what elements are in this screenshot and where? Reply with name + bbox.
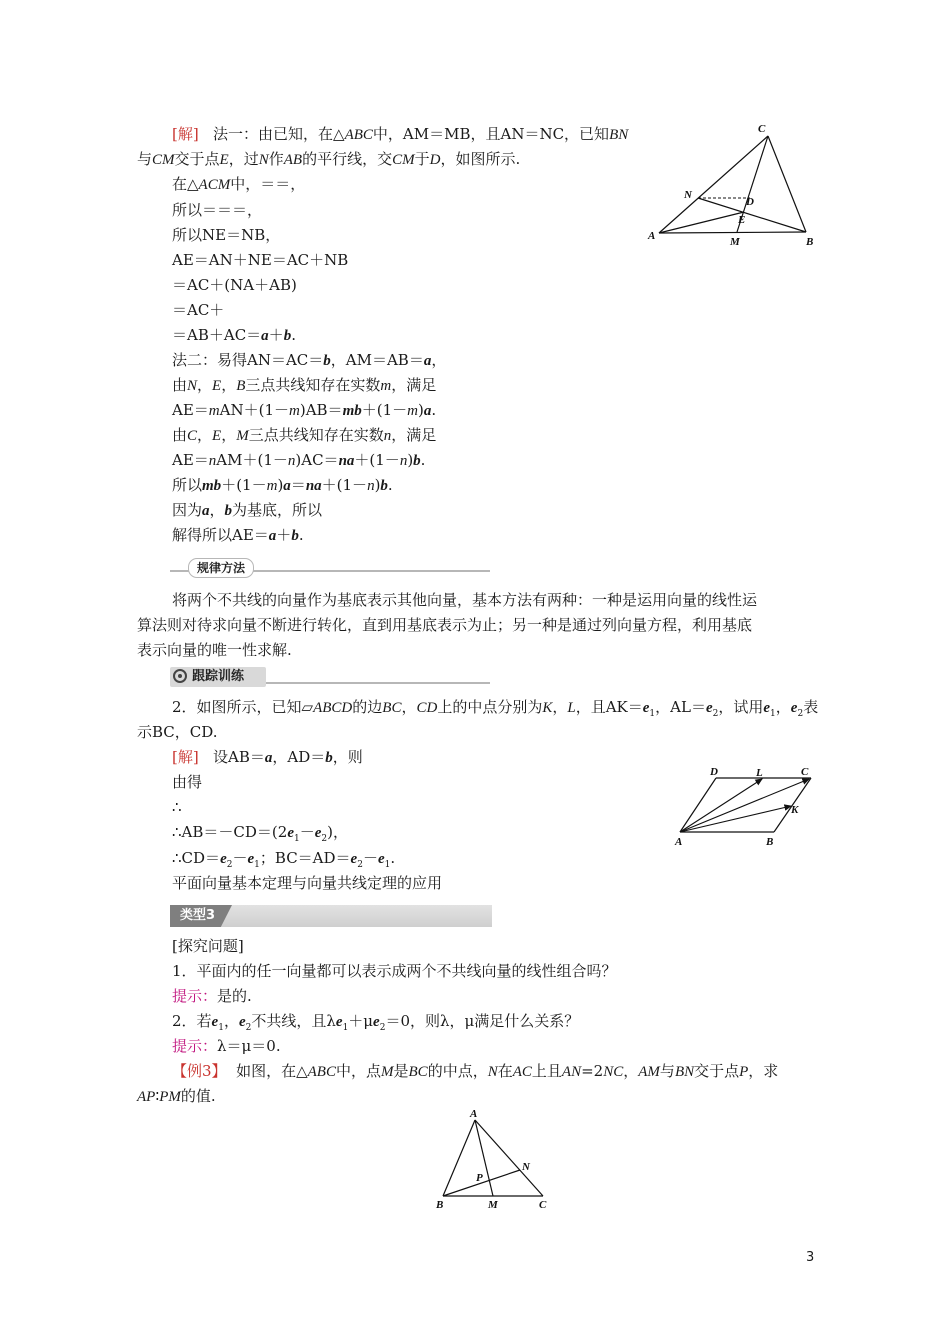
solution-line-10: 法二：易得AN＝AC＝b，AM＝AB＝a， [172, 351, 447, 369]
fig1-side-ac [659, 136, 768, 233]
fig3-side-ab [443, 1120, 475, 1196]
figure-triangle-abc [640, 120, 825, 250]
fig3-label-p: P [476, 1172, 483, 1184]
hint-label-1: 提示： [172, 987, 218, 1005]
q2-line-1: 2．如图所示，已知▱ABCD的边BC，CD上的中点分别为K，L，且$AK=e_1$，$AL=e_2$，试用$e_1$，$e_2$表 [172, 698, 819, 719]
example-3-line-1: 【例3】 如图，在△ABC中，点M是BC的中点，N在AC上且AN=2NC，AM与BN交于点P，求 [172, 1062, 779, 1080]
figure-triangle-example-3 [430, 1108, 555, 1213]
track-badge: 跟踪训练 [170, 667, 490, 687]
fig2-label-k: K [791, 804, 799, 816]
fig3-label-b: B [436, 1199, 444, 1211]
solution-line-5: 所以NE＝NB， [172, 226, 281, 244]
fig2-vector-ac [680, 779, 809, 832]
solution-tag: [解] [172, 125, 199, 143]
fig2-side-ad [680, 778, 716, 832]
fig3-label-n: N [522, 1161, 530, 1173]
q2-solution-tag: [解] [172, 748, 199, 766]
solution-line-17: 解得所以AE＝a＋b. [172, 526, 304, 544]
fig1-label-n: N [684, 189, 692, 201]
explore-heading: [探究问题] [172, 937, 244, 955]
fig1-segment-ae [659, 212, 744, 233]
explore-hint-2: 提示：λ＝μ＝0. [172, 1037, 281, 1055]
fig1-side-ab [659, 232, 806, 233]
solution-line-15: 所以mb＋(1－m)a＝na＋(1－n)b. [172, 476, 393, 494]
fig3-label-m: M [488, 1199, 498, 1211]
fig3-label-a: A [470, 1108, 478, 1120]
fig1-label-c: C [758, 123, 766, 135]
fig2-label-d: D [710, 766, 718, 778]
q2-line-7: $\therefore CD=e_2-e_1$；$BC=AD=e_2-e_1$. [172, 849, 396, 870]
fig1-label-d: D [746, 196, 754, 208]
solution-line-4: 所以＝＝＝， [172, 201, 263, 219]
q2-line-5: ∴ [172, 798, 182, 816]
fig1-label-e: E [738, 214, 746, 226]
hint-label-2: 提示： [172, 1037, 218, 1055]
solution-line-2: 与CM交于点E，过N作AB的平行线，交CM于D，如图所示. [137, 150, 521, 168]
fig2-vector-al [680, 779, 762, 832]
solution-line-13: 由C，E，M三点共线知存在实数n，满足 [172, 426, 437, 444]
target-icon [173, 669, 187, 683]
method-badge: 规律方法 [170, 557, 490, 577]
q2-line-6: $\therefore AB=-CD=(2e_1-e_2)$， [172, 823, 348, 844]
solution-line-16: 因为a，b为基底，所以 [172, 501, 323, 519]
solution-line-1: [解] 法一：由已知，在△ABC中，AM＝MB，且AN＝NC，已知BN [172, 125, 629, 143]
method-paragraph-line-3: 表示向量的唯一性求解. [137, 641, 292, 659]
fig1-side-bc [768, 136, 806, 232]
q2-line-8: 平面向量基本定理与向量共线定理的应用 [172, 874, 443, 892]
figure-parallelogram-abcd [670, 765, 820, 850]
fig3-label-c: C [539, 1199, 547, 1211]
solution-line-12: AE＝mAN＋(1－m)AB＝mb＋(1－m)a. [172, 401, 437, 419]
solution-line-14: AE＝nAM＋(1－n)AC＝na＋(1－n)b. [172, 451, 426, 469]
explore-question-2: 2．若$e_1$，$e_2$不共线，且$\lambda e_1+\mu e_2=0$，则λ，μ满足什么关系？ [172, 1012, 580, 1033]
fig3-side-ac [475, 1120, 543, 1196]
type3-bar: 类型3 [170, 905, 492, 927]
q2-line-4: 由得 [172, 773, 203, 791]
q2-line-3: [解] 设AB＝a，AD＝b，则 [172, 748, 363, 766]
fig1-label-m: M [730, 236, 740, 248]
fig1-label-b: B [806, 236, 814, 248]
fig2-label-c: C [801, 766, 809, 778]
solution-line-8: ＝AC＋ [172, 301, 225, 319]
fig2-label-b: B [766, 836, 774, 848]
page-number: 3 [806, 1250, 815, 1265]
solution-line-7: ＝AC＋(NA＋AB) [172, 276, 297, 294]
fig2-label-a: A [675, 836, 683, 848]
solution-line-11: 由N，E，B三点共线知存在实数m，满足 [172, 376, 437, 394]
explore-question-1: 1．平面内的任一向量都可以表示成两个不共线向量的线性组合吗？ [172, 962, 617, 980]
example-3-label: 【例3】 [172, 1062, 227, 1080]
solution-line-9: ＝AB＋AC＝a＋b. [172, 326, 296, 344]
solution-line-6: AE＝AN＋NE＝AC＋NB [172, 251, 349, 269]
fig2-vector-ak [680, 806, 791, 832]
explore-hint-1: 提示：是的. [172, 987, 252, 1005]
example-3-line-2: AP∶PM的值. [137, 1087, 216, 1105]
method-paragraph-line-2: 算法则对待求向量不断进行转化，直到用基底表示为止；另一种是通过列向量方程，利用基底 [137, 616, 753, 634]
q2-line-2: 示BC，CD. [137, 723, 218, 741]
fig1-label-a: A [648, 230, 656, 242]
solution-line-3: 在△ACM中，＝＝， [172, 175, 306, 193]
fig2-label-l: L [756, 767, 763, 779]
method-paragraph-line-1: 将两个不共线的向量作为基底表示其他向量，基本方法有两种：一种是运用向量的线性运 [172, 591, 758, 609]
